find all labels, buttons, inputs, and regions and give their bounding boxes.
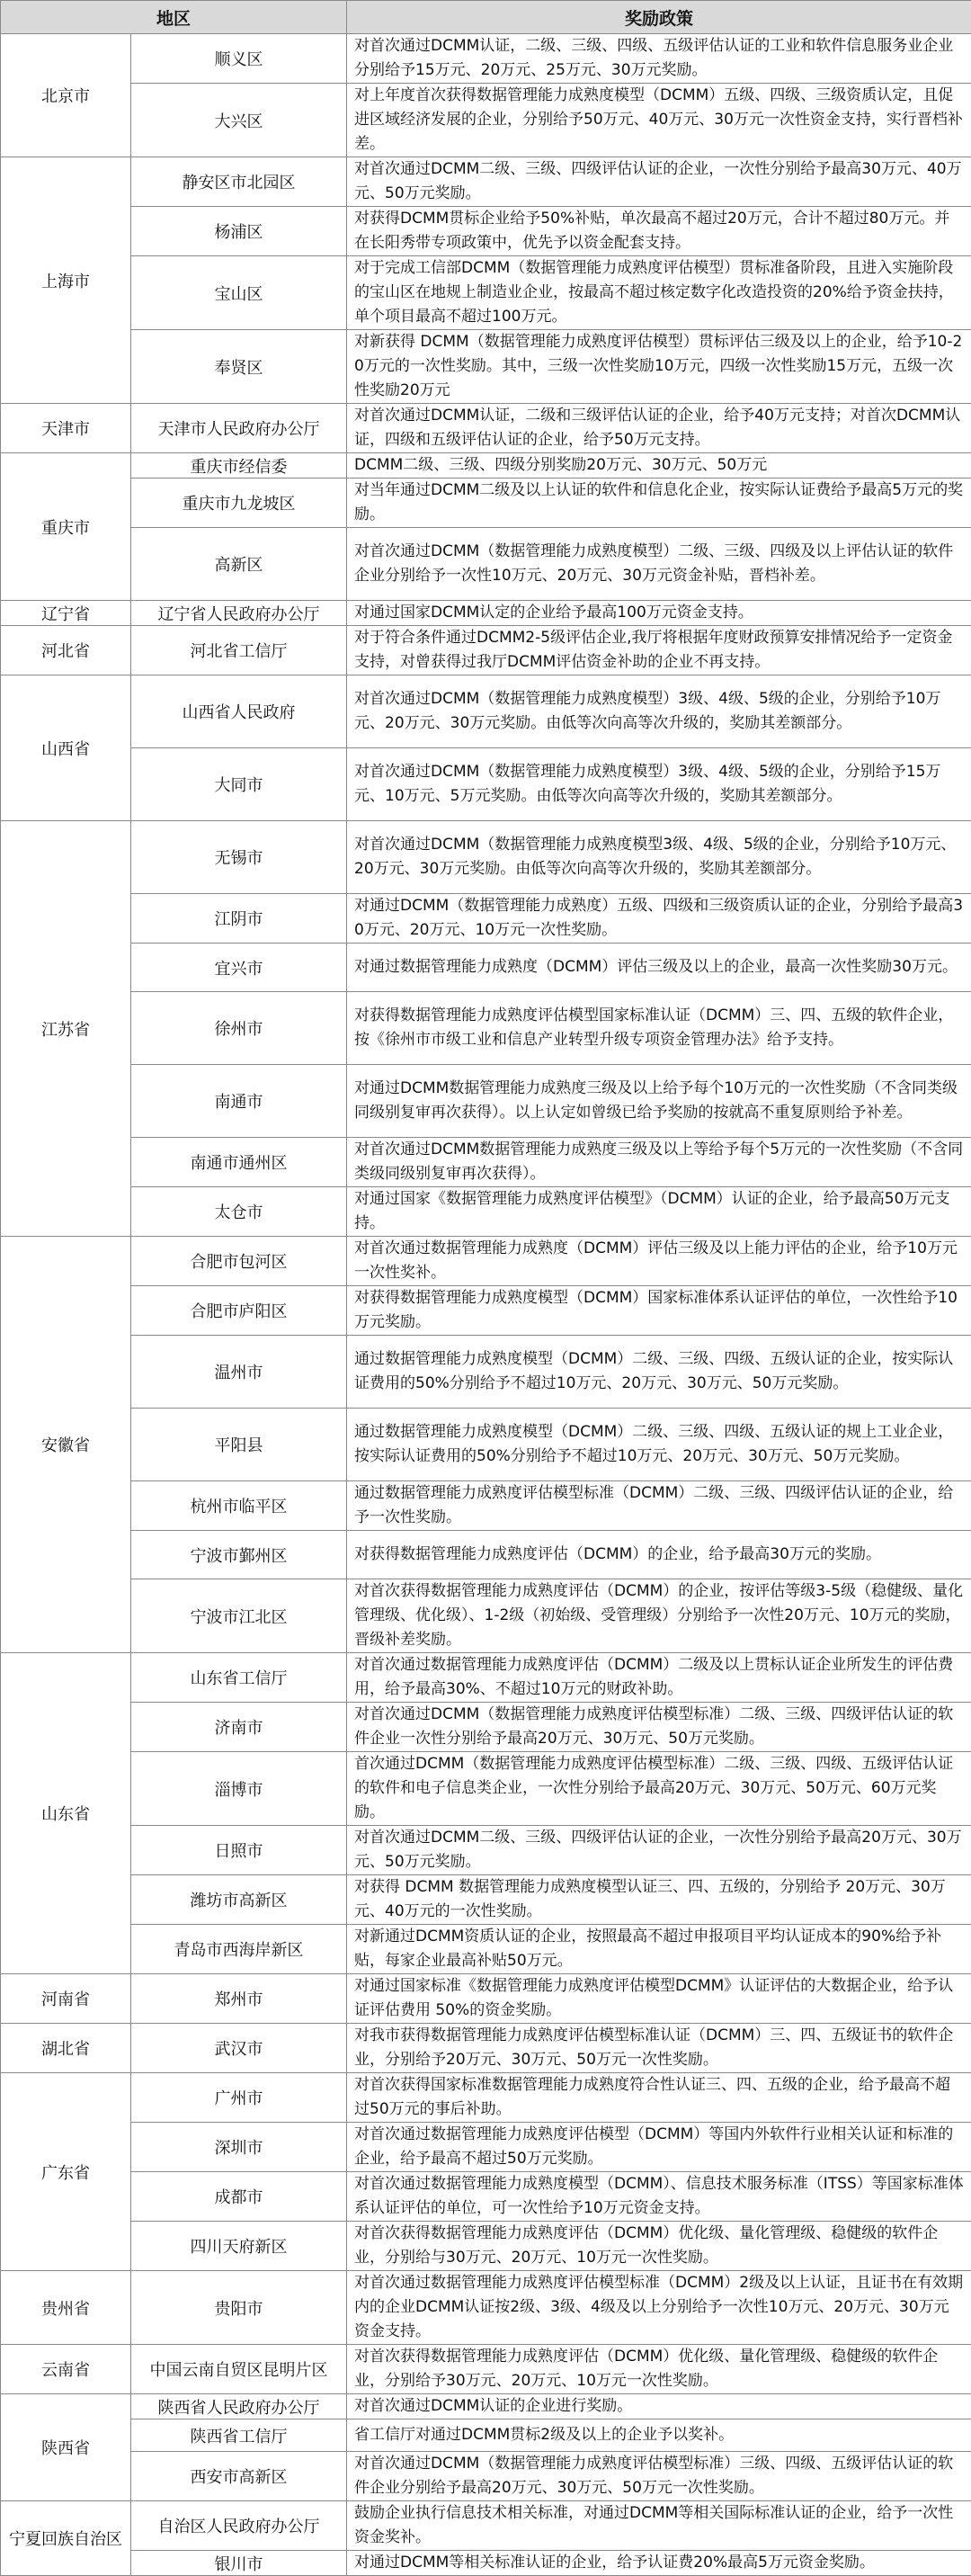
policy-cell: 通过数据管理能力成熟度评估模型标准（DCMM）二级、三级、四级评估认证的企业，给予一次性奖励。 [347, 1481, 971, 1531]
table-row [1, 601, 971, 626]
policy-cell: 对首次获得国家标准数据管理能力成熟度符合性认证三、四、五级的企业，给予最高不超过50万元的事后补助。 [347, 2073, 971, 2123]
policy-cell: 对获得数据管理能力成熟度评估（DCMM）的企业，给予最高30万元的奖励。 [347, 1531, 971, 1579]
table-row [1, 2222, 971, 2271]
policy-cell: 对我市获得数据管理能力成熟度评估模型标准认证（DCMM）三、四、五级证书的软件企业，分别给予20万元、30万元、50万元一次性奖励。 [347, 2024, 971, 2073]
subregion-cell: 太仓市 [131, 1187, 347, 1237]
table-row [1, 1138, 971, 1187]
subregion-cell: 江阴市 [131, 894, 347, 944]
subregion-cell: 四川天府新区 [131, 2222, 347, 2271]
subregion-cell: 杨浦区 [131, 207, 347, 256]
table-row [1, 404, 971, 453]
policy-cell: 对首次通过数据管理能力成熟度模型（DCMM）、信息技术服务标准（ITSS）等国家标准体系认证评估的单位，可一次性给予10万元资金支持。 [347, 2172, 971, 2222]
table-row [1, 1286, 971, 1336]
province-cell: 贵州省 [1, 2271, 131, 2345]
table-row [1, 1875, 971, 1925]
policy-cell: 对首次通过DCMM认证，二级和三级评估认证的企业，给予40万元支持；对首次DCMM认证，四级和五级评估认证的企业，给予50万元支持。 [347, 404, 971, 453]
table-row [1, 2271, 971, 2345]
subregion-cell: 合肥市庐阳区 [131, 1286, 347, 1336]
province-cell: 河北省 [1, 626, 131, 675]
subregion-cell: 武汉市 [131, 2024, 347, 2073]
table-row [1, 2024, 971, 2073]
subregion-cell: 奉贤区 [131, 330, 347, 404]
table-row [1, 453, 971, 479]
table-row [1, 2345, 971, 2394]
subregion-cell: 青岛市西海岸新区 [131, 1925, 347, 1974]
subregion-cell: 高新区 [131, 528, 347, 601]
policy-cell: 对首次通过DCMM（数据管理能力成熟度模型）3级、4级、5级的企业，分别给予10万元、20万元、30万元奖励。由低等次向高等次升级的，奖励其差额部分。 [347, 675, 971, 748]
table-row [1, 479, 971, 528]
table-row [1, 1065, 971, 1138]
policy-cell: 对上年度首次获得数据管理能力成熟度模型（DCMM）五级、四级、三级资质认定，且促进区域经济发展的企业，分别给予50万元、40万元、30万元一次性资金支持，实行晋档补差。 [347, 84, 971, 157]
policy-cell: 对获得 DCMM 数据管理能力成熟度模型认证三、四、五级的，分别给予 20万元、30万元、40万元的一次性奖励。 [347, 1875, 971, 1925]
subregion-cell: 银川市 [131, 2551, 347, 2576]
table-row [1, 84, 971, 157]
subregion-cell: 宁波市江北区 [131, 1579, 347, 1653]
policy-cell: 对通过国家《数据管理能力成熟度评估模型》（DCMM）认证的企业，给予最高50万元支持。 [347, 1187, 971, 1237]
subregion-cell: 宝山区 [131, 256, 347, 330]
policy-cell: 对首次通过DCMM认证的企业进行奖励。 [347, 2394, 971, 2419]
table-row [1, 2452, 971, 2501]
policy-cell: 对于符合条件通过DCMM2-5级评估企业,我厅将根据年度财政预算安排情况给予一定资金支持，对曾获得过我厅DCMM评估资金补助的企业不再支持。 [347, 626, 971, 675]
policy-cell: 对首次通过DCMM（数据管理能力成熟度模型）二级、三级、四级及以上评估认证的软件企业分别给予一次性10万元、20万元、30万元资金补贴，晋档补差。 [347, 528, 971, 601]
policy-cell: 对首次通过数据管理能力成熟度评估模型（DCMM）等国内外软件行业相关认证和标准的企业，给予最高不超过50万元奖励。 [347, 2123, 971, 2172]
subregion-cell: 深圳市 [131, 2123, 347, 2172]
subregion-cell: 南通市 [131, 1065, 347, 1138]
table-row [1, 1409, 971, 1481]
table-row [1, 2501, 971, 2551]
policy-cell: 对通过DCMM数据管理能力成熟度三级及以上给予每个10万元的一次性奖励（不含同类级同级别复审再次获得）。以上认定如曾级已给予奖励的按就高不重复原则给予补差。 [347, 1065, 971, 1138]
subregion-cell: 中国云南自贸区昆明片区 [131, 2345, 347, 2394]
policy-cell: 鼓励企业执行信息技术相关标准，对通过DCMM等相关国际标准认证的企业，给予一次性资金奖补。 [347, 2501, 971, 2551]
subregion-cell: 河北省工信厅 [131, 626, 347, 675]
table-row [1, 1703, 971, 1752]
policy-cell: 首次通过DCMM（数据管理能力成熟度评估模型标准）二级、三级、四级、五级评估认证的软件和电子信息类企业，一次性分别给予最高20万元、30万元、50万元、60万元奖励。 [347, 1752, 971, 1826]
province-cell: 广东省 [1, 2073, 131, 2271]
policy-cell: 对首次通过数据管理能力成熟度评估（DCMM）二级及以上贯标认证企业所发生的评估费用，给予最高30%、不超过10万元的财政补助。 [347, 1653, 971, 1703]
subregion-cell: 重庆市九龙坡区 [131, 479, 347, 528]
subregion-cell: 西安市高新区 [131, 2452, 347, 2501]
policy-cell: 对当年通过DCMM二级及以上认证的软件和信息化企业，按实际认证费给予最高5万元的奖励。 [347, 479, 971, 528]
policy-cell: 对通过DCMM（数据管理能力成熟度）五级、四级和三级资质认证的企业，分别给予最高30万元、20万元、10万元一次性奖励。 [347, 894, 971, 944]
province-cell: 河南省 [1, 1974, 131, 2024]
province-cell: 宁夏回族自治区 [1, 2501, 131, 2576]
table-row [1, 626, 971, 675]
policy-cell: 通过数据管理能力成熟度模型（DCMM）二级、三级、四级、五级认证的企业，按实际认证费用的50%分别给予不超过10万元、20万元、30万元、50万元奖励。 [347, 1336, 971, 1409]
policy-cell: 对首次通过DCMM（数据管理能力成熟度模型）3级、4级、5级的企业，分别给予15万元、10万元、5万元奖励。由低等次向高等次升级的，奖励其差额部分。 [347, 748, 971, 821]
table-row [1, 2394, 971, 2419]
policy-cell: 对首次通过DCMM（数据管理能力成熟度模型3级、4级、5级的企业，分别给予10万元、20万元、30万元奖励。由低等次向高等次升级的，奖励其差额部分。 [347, 821, 971, 894]
table-row [1, 944, 971, 992]
table-row [1, 1826, 971, 1875]
table-row [1, 1187, 971, 1237]
policy-cell: 对首次获得数据管理能力成熟度评估（DCMM）优化级、量化管理级、稳健级的软件企业，分别给予30万元、20万元、10万元一次性奖励。 [347, 2345, 971, 2394]
province-cell: 湖北省 [1, 2024, 131, 2073]
policy-cell: 对获得DCMM贯标企业给予50%补贴，单次最高不超过20万元，合计不超过80万元。并在长阳秀带专项政策中，优先予以资金配套支持。 [347, 207, 971, 256]
table-row [1, 2419, 971, 2452]
table-row [1, 1481, 971, 1531]
province-cell: 陕西省 [1, 2394, 131, 2501]
subregion-cell: 天津市人民政府办公厅 [131, 404, 347, 453]
subregion-cell: 无锡市 [131, 821, 347, 894]
policy-cell: 对新获得 DCMM（数据管理能力成熟度评估模型）贯标评估三级及以上的企业，给予10-20万元的一次性奖励。其中，三级一次性奖励10万元，四级一次性奖励15万元，五级一次性奖励20万元 [347, 330, 971, 404]
policy-cell: 对首次通过DCMM二级、三级、四级评估认证的企业，一次性分别给予最高20万元、30万元、50万元奖励。 [347, 1826, 971, 1875]
table-row [1, 157, 971, 207]
policy-cell: 通过数据管理能力成熟度模型（DCMM）二级、三级、四级、五级认证的规上工业企业，按实际认证费用的50%分别给予不超过10万元、20万元、30万元、50万元奖励。 [347, 1409, 971, 1481]
policy-cell: 对首次通过DCMM认证，二级、三级、四级、五级评估认证的工业和软件信息服务业企业分别给予15万元、20万元、25万元、30万元奖励。 [347, 34, 971, 84]
table-row [1, 2073, 971, 2123]
policy-cell: 对获得数据管理能力成熟度评估模型国家标准认证（DCMM）三、四、五级的软件企业，按《徐州市市级工业和信息产业转型升级专项资金管理办法》给予支持。 [347, 992, 971, 1065]
policy-cell: 对通过数据管理能力成熟度（DCMM）评估三级及以上的企业，最高一次性奖励30万元。 [347, 944, 971, 992]
policy-cell: 对通过国家标准《数据管理能力成熟度评估模型DCMM》认证评估的大数据企业，给予认证评估费用 50%的资金奖励。 [347, 1974, 971, 2024]
province-cell: 山东省 [1, 1653, 131, 1974]
subregion-cell: 山东省工信厅 [131, 1653, 347, 1703]
province-cell: 安徽省 [1, 1237, 131, 1653]
subregion-cell: 杭州市临平区 [131, 1481, 347, 1531]
subregion-cell: 淄博市 [131, 1752, 347, 1826]
table-row [1, 2172, 971, 2222]
province-cell: 云南省 [1, 2345, 131, 2394]
subregion-cell: 重庆市经信委 [131, 453, 347, 479]
policy-cell: 对通过DCMM等相关标准认证的企业，给予认证费20%最高5万元资金奖励。 [347, 2551, 971, 2576]
subregion-cell: 徐州市 [131, 992, 347, 1065]
table-row [1, 34, 971, 84]
province-cell: 上海市 [1, 157, 131, 404]
table-row [1, 207, 971, 256]
subregion-cell: 陕西省人民政府办公厅 [131, 2394, 347, 2419]
subregion-cell: 郑州市 [131, 1974, 347, 2024]
subregion-cell: 辽宁省人民政府办公厅 [131, 601, 347, 626]
policy-cell: 对首次获得数据管理能力成熟度评估（DCMM）优化级、量化管理级、稳健级的软件企业，分别给与30万元、20万元、10万元一次性奖励。 [347, 2222, 971, 2271]
table-row [1, 821, 971, 894]
table-body [1, 34, 971, 2576]
table-row [1, 894, 971, 944]
table-row [1, 675, 971, 748]
table-row [1, 1925, 971, 1974]
policy-cell: 省工信厅对通过DCMM贯标2级及以上的企业予以奖补。 [347, 2419, 971, 2452]
policy-cell: DCMM二级、三级、四级分别奖励20万元、30万元、50万元 [347, 453, 971, 479]
region-header: 地区 [1, 1, 347, 34]
subregion-cell: 平阳县 [131, 1409, 347, 1481]
table-row [1, 992, 971, 1065]
subregion-cell: 山西省人民政府 [131, 675, 347, 748]
policy-cell: 对于完成工信部DCMM（数据管理能力成熟度评估模型）贯标准备阶段，且进入实施阶段的宝山区在地规上制造业企业，按最高不超过核定数字化改造投资的20%给予资金扶持，单个项目最高不超过100万元。 [347, 256, 971, 330]
subregion-cell: 陕西省工信厅 [131, 2419, 347, 2452]
subregion-cell: 自治区人民政府办公厅 [131, 2501, 347, 2551]
policy-cell: 对首次通过DCMM（数据管理能力成熟度评估模型标准）二级、三级、四级评估认证的软件企业一次性分别给予最高20万元、30万元、50万元奖励。 [347, 1703, 971, 1752]
province-cell: 重庆市 [1, 453, 131, 601]
table-row [1, 256, 971, 330]
province-cell: 天津市 [1, 404, 131, 453]
policy-cell: 对首次通过数据管理能力成熟度评估模型标准（DCMM）2级及以上认证，且证书在有效期内的企业DCMM认证按2级、3级、4级及以上分别给予一次性10万元、20万元、30万元资金支持。 [347, 2271, 971, 2345]
policy-cell: 对首次通过DCMM数据管理能力成熟度三级及以上等给予每个5万元的一次性奖励（不含同类级同级别复审再次获得）。 [347, 1138, 971, 1187]
subregion-cell: 合肥市包河区 [131, 1237, 347, 1286]
table-row [1, 1653, 971, 1703]
table-row [1, 748, 971, 821]
policy-cell: 对首次通过DCMM二级、三级、四级评估认证的企业，一次性分别给予最高30万元、40万元、50万元奖励。 [347, 157, 971, 207]
subregion-cell: 宁波市鄞州区 [131, 1531, 347, 1579]
policy-cell: 对通过国家DCMM认定的企业给予最高100万元资金支持。 [347, 601, 971, 626]
subregion-cell: 日照市 [131, 1826, 347, 1875]
province-cell: 山西省 [1, 675, 131, 821]
province-cell: 辽宁省 [1, 601, 131, 626]
subregion-cell: 南通市通州区 [131, 1138, 347, 1187]
table-row [1, 528, 971, 601]
province-cell: 江苏省 [1, 821, 131, 1237]
province-cell: 北京市 [1, 34, 131, 157]
table-row [1, 1579, 971, 1653]
subregion-cell: 大同市 [131, 748, 347, 821]
subregion-cell: 广州市 [131, 2073, 347, 2123]
table-row [1, 2123, 971, 2172]
table-row [1, 330, 971, 404]
table-row [1, 1531, 971, 1579]
policy-header: 奖励政策 [347, 1, 971, 34]
table-row [1, 1237, 971, 1286]
subregion-cell: 顺义区 [131, 34, 347, 84]
subregion-cell: 济南市 [131, 1703, 347, 1752]
policy-cell: 对首次通过DCMM（数据管理能力成熟度评估模型标准）三级、四级、五级评估认证的软件企业分别给予最高20万元、30万元、50万元一次性奖励。 [347, 2452, 971, 2501]
policy-cell: 对首次通过数据管理能力成熟度（DCMM）评估三级及以上能力评估的企业，给予10万元一次性奖补。 [347, 1237, 971, 1286]
policy-cell: 对获得数据管理能力成熟度模型（DCMM）国家标准体系认证评估的单位，一次性给予10万元奖励。 [347, 1286, 971, 1336]
subregion-cell: 大兴区 [131, 84, 347, 157]
subregion-cell: 贵阳市 [131, 2271, 347, 2345]
table-row [1, 1974, 971, 2024]
table-row [1, 2551, 971, 2576]
subregion-cell: 温州市 [131, 1336, 347, 1409]
table-row [1, 1336, 971, 1409]
subregion-cell: 静安区市北园区 [131, 157, 347, 207]
subregion-cell: 潍坊市高新区 [131, 1875, 347, 1925]
subregion-cell: 宜兴市 [131, 944, 347, 992]
header-row [1, 1, 971, 34]
policy-cell: 对首次获得数据管理能力成熟度评估（DCMM）的企业，按评估等级3-5级（稳健级、量化管理级、优化级）、1-2级（初始级、受管理级）分别给予一次性20万元、10万元的奖励，晋级补差奖励。 [347, 1579, 971, 1653]
table-row [1, 1752, 971, 1826]
policy-cell: 对新通过DCMM资质认证的企业，按照最高不超过申报项目平均认证成本的90%给予补贴，每家企业最高补贴50万元。 [347, 1925, 971, 1974]
subregion-cell: 成都市 [131, 2172, 347, 2222]
